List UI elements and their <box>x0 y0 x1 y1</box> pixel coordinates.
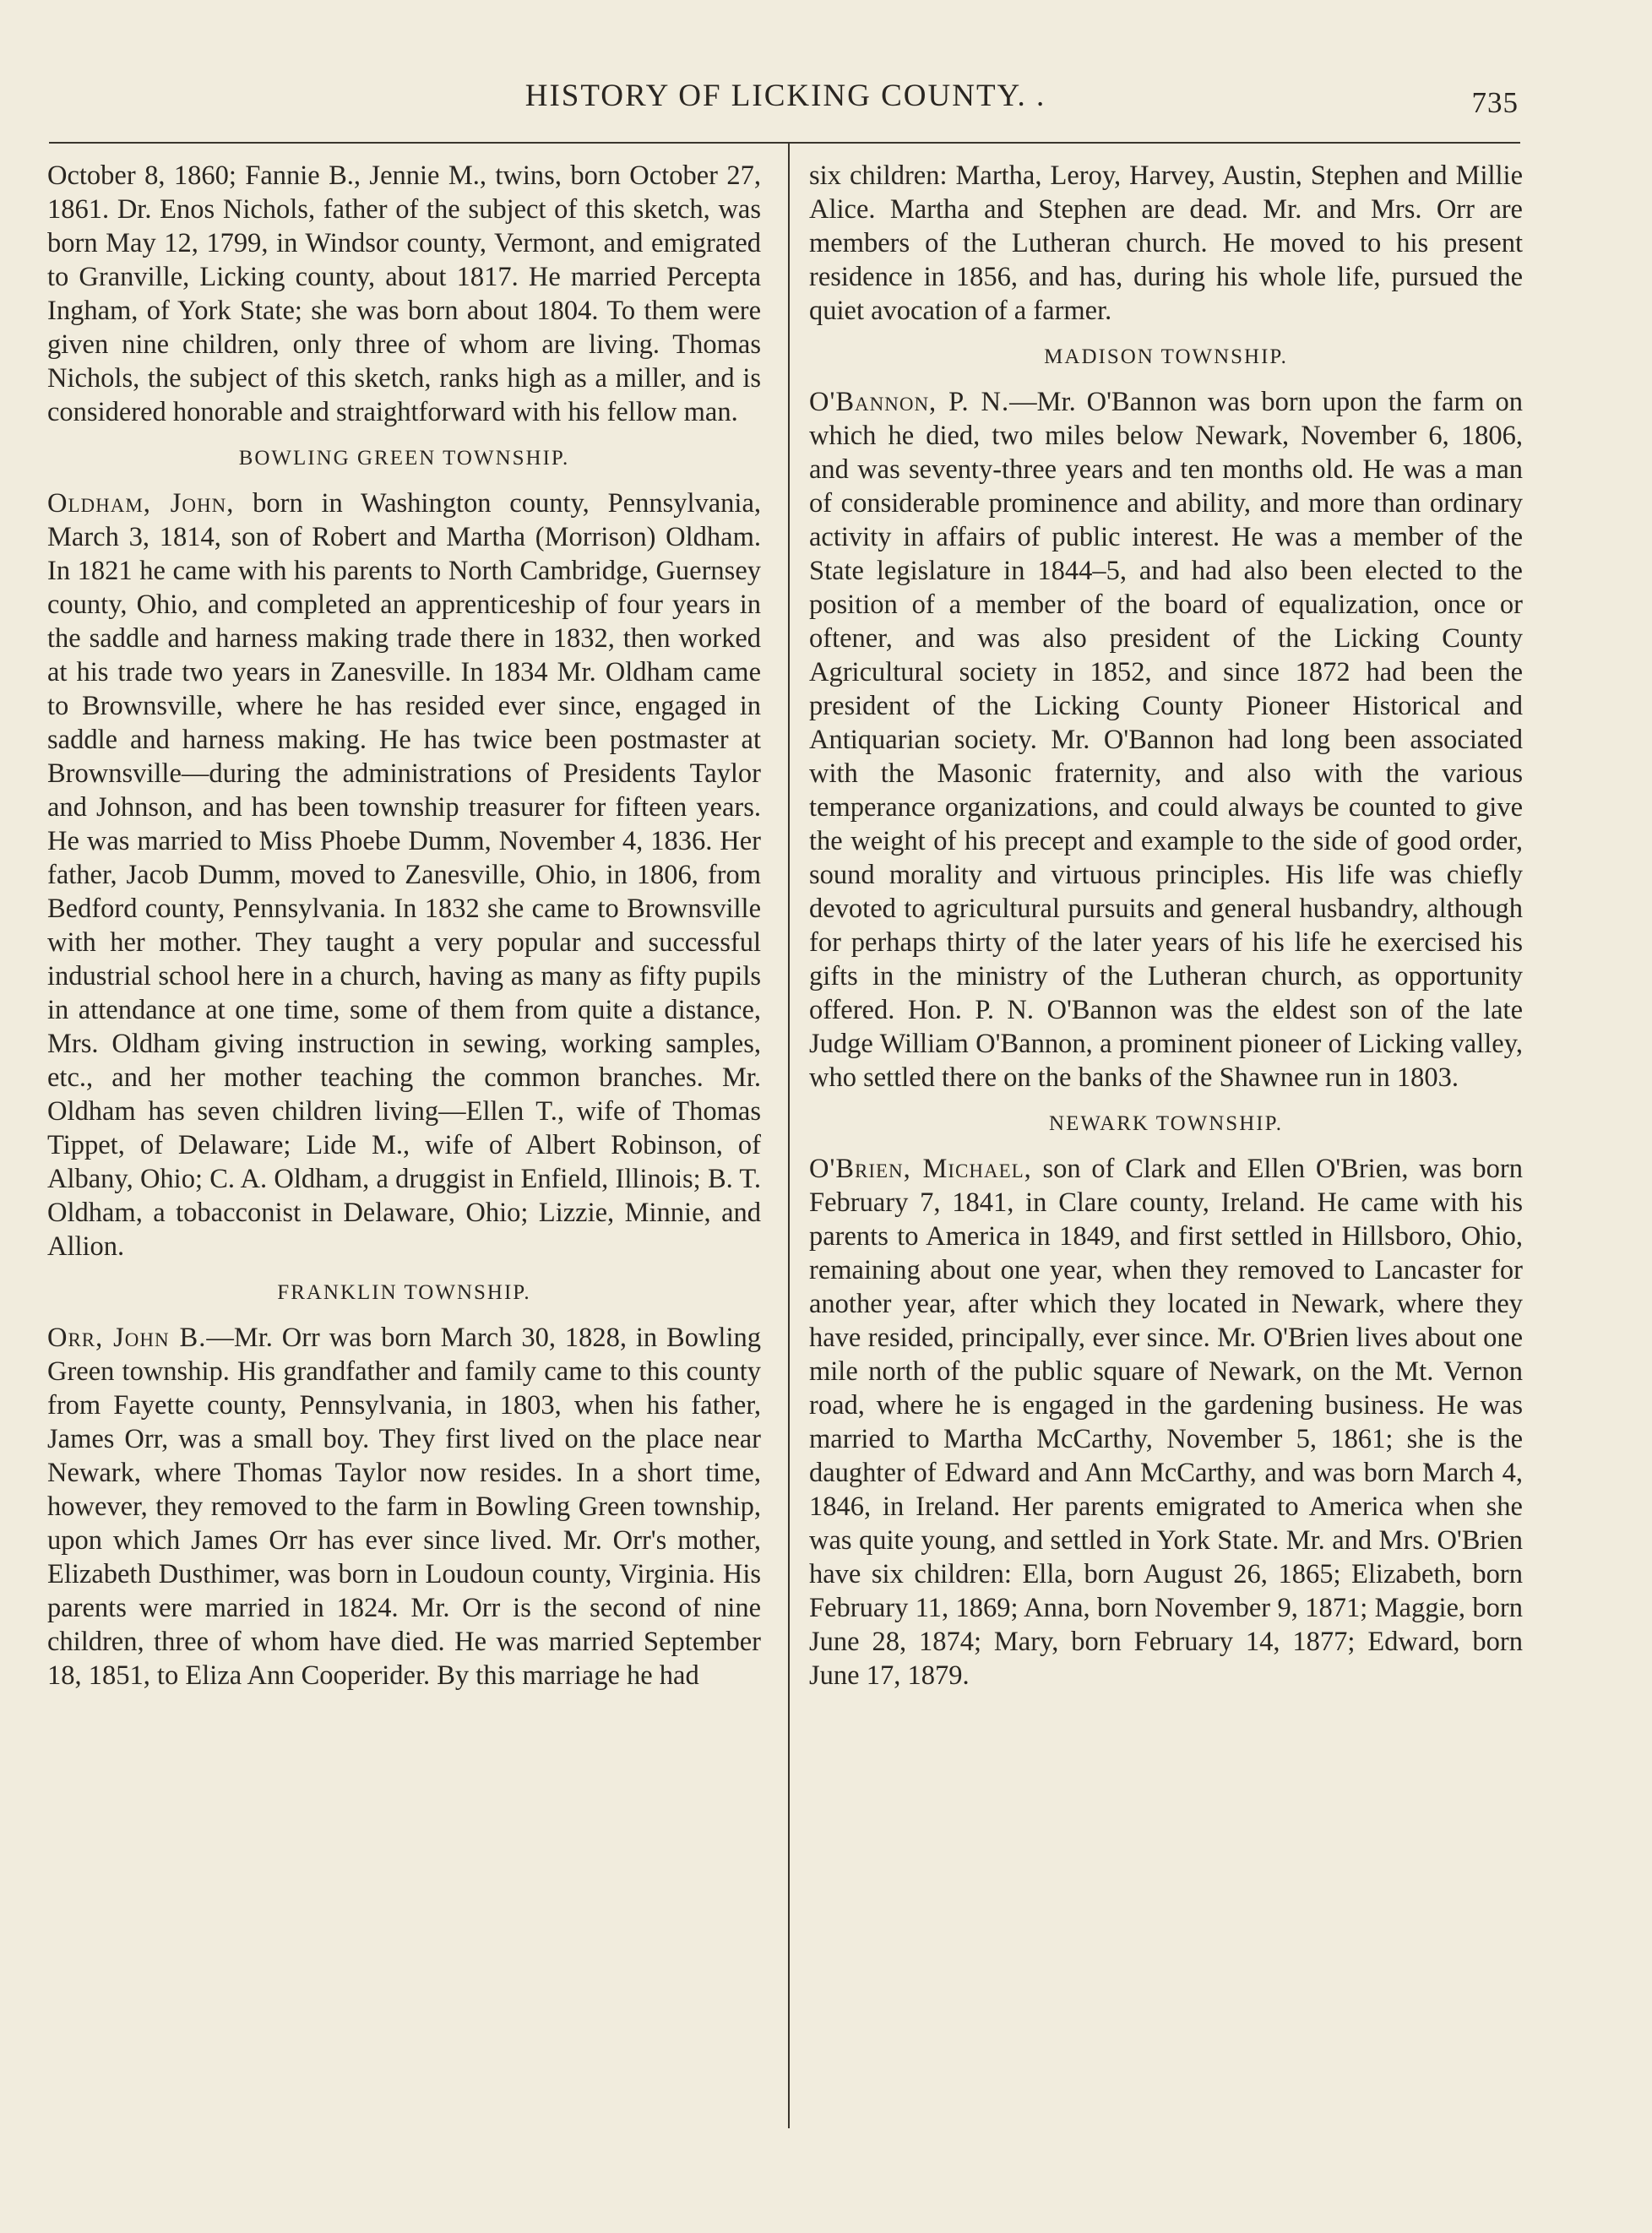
section-heading-madison: MADISON TOWNSHIP. <box>1044 345 1288 368</box>
section-heading-newark: NEWARK TOWNSHIP. <box>1049 1112 1283 1135</box>
obrien-entry <box>809 1152 1523 1692</box>
section-heading-franklin: FRANKLIN TOWNSHIP. <box>277 1281 531 1304</box>
orr-entry <box>47 1321 761 1692</box>
obrien-text: son of Clark and Ellen O'Brien, was born February 7, 1841, in Clare county, Ireland. He came with his parents to America in 1849, and first settled in Hillsboro, Ohio, remaining about one year, when they removed to Lancaster for another year, after which they located in Newark, where they have resided, principally, ever since. Mr. O'Brien lives about one mile north of the public square of Newark, on the Mt. Vernon road, where he is engaged in the gardening business. He was married to Martha McCarthy, November 5, 1861; she is the daughter of Edward and Ann McCarthy, and was born March 4, 1846, in Ireland. Her parents emigrated to America when she was quite young, and settled in York State. Mr. and Mrs. O'Brien have six children: Ella, born August 26, 1865; Elizabeth, born February 11, 1869; Anna, born November 9, 1871; Maggie, born June 28, 1874; Mary, born February 14, 1877; Edward, born June 17, 1879. <box>809 1154 1523 1691</box>
right-column <box>809 159 1523 1692</box>
orr-paragraph-continued: six children: Martha, Leroy, Harvey, Austin, Stephen and Millie Alice. Martha and Stephen are dead. Mr. and Mrs. Orr are members of the Lutheran church. He moved to his present residence in 1856, and has, during his whole life, pursued the quiet avocation of a farmer. <box>809 160 1523 326</box>
entry-name-obannon: O'Bannon, P. N. <box>809 387 1010 417</box>
header-rule <box>49 142 1520 144</box>
page-number: 735 <box>1471 86 1519 119</box>
orr-text: —Mr. Orr was born March 30, 1828, in Bowling Green township. His grandfather and family came to this county from Fayette county, Pennsylvania, in 1803, when his father, James Orr, was a small boy. They first lived on the place near Newark, where Thomas Taylor now resides. In a short time, however, they removed to the farm in Bowling Green township, upon which James Orr has ever since lived. Mr. Orr's mother, Elizabeth Dusthimer, was born in Loudoun county, Virginia. His parents were married in 1824. Mr. Orr is the second of nine children, three of whom have died. He was married September 18, 1851, to Eliza Ann Cooperider. By this marriage he had <box>47 1323 761 1691</box>
entry-name-oldham: Oldham, John, <box>47 488 235 519</box>
obannon-text: —Mr. O'Bannon was born upon the farm on which he died, two miles below Newark, November 6, 1806, and was seventy-three years and ten months old. He was a man of considerable prominence and ability, and more than ordinary activity in affairs of public interest. He was a member of the State legislature in 1844–5, and had also been elected to the position of a member of the board of equalization, once or oftener, and was also president of the Licking County Agricultural society in 1852, and since 1872 had been the president of the Licking County Pioneer Historical and Antiquarian society. Mr. O'Bannon had long been associated with the Masonic fraternity, and also with the various temperance organizations, and could always be counted to give the weight of his precept and example to the side of good order, sound morality and virtuous principles. His life was chiefly devoted to agricultural pursuits and general husbandry, although for perhaps thirty of the later years of his life he exercised his gifts in the ministry of the Lutheran church, as opportunity offered. Hon. P. N. O'Bannon was the eldest son of the late Judge William O'Bannon, a prominent pioneer of Licking valley, who settled there on the banks of the Shawnee run in 1803. <box>809 387 1524 1093</box>
oldham-entry <box>47 486 761 1263</box>
obannon-entry <box>809 385 1523 1095</box>
running-header: HISTORY OF LICKING COUNTY. . <box>524 79 1046 113</box>
entry-name-obrien: O'Brien, Michael, <box>809 1154 1032 1184</box>
section-heading-bowling-green: BOWLING GREEN TOWNSHIP. <box>238 447 570 470</box>
nichols-paragraph-continued: October 8, 1860; Fannie B., Jennie M., twins, born October 27, 1861. Dr. Enos Nichols, father of the subject of this sketch, was born May 12, 1799, in Windsor county, Vermont, and emigrated to Granville, Licking county, about 1817. He married Percepta Ingham, of York State; she was born about 1804. To them were given nine children, only three of whom are living. Thomas Nichols, the subject of this sketch, ranks high as a miller, and is considered honorable and straightforward with his fellow man. <box>47 160 761 427</box>
column-divider <box>788 144 790 2128</box>
left-column <box>47 159 761 1692</box>
entry-name-orr: Orr, John B. <box>47 1323 207 1353</box>
oldham-text: born in Washington county, Pennsylvania, March 3, 1814, son of Robert and Martha (Morrison) Oldham. In 1821 he came with his parents to North Cambridge, Guernsey county, Ohio, and completed an apprenticeship of four years in the saddle and harness making trade there in 1832, then worked at his trade two years in Zanesville. In 1834 Mr. Oldham came to Brownsville, where he has resided ever since, engaged in saddle and harness making. He has twice been postmaster at Brownsville—during the administrations of Presidents Taylor and Johnson, and has been township treasurer for fifteen years. He was married to Miss Phoebe Dumm, November 4, 1836. Her father, Jacob Dumm, moved to Zanesville, Ohio, in 1806, from Bedford county, Pennsylvania. In 1832 she came to Brownsville with her mother. They taught a very popular and successful industrial school here in a church, having as many as fifty pupils in attendance at one time, some of them from quite a distance, Mrs. Oldham giving instruction in sewing, working samples, etc., and her mother teaching the common branches. Mr. Oldham has seven children living—Ellen T., wife of Thomas Tippet, of Delaware; Lide M., wife of Albert Robinson, of Albany, Ohio; C. A. Oldham, a druggist in Enfield, Illinois; B. T. Oldham, a tobacconist in Delaware, Ohio; Lizzie, Minnie, and Allion. <box>47 488 762 1262</box>
